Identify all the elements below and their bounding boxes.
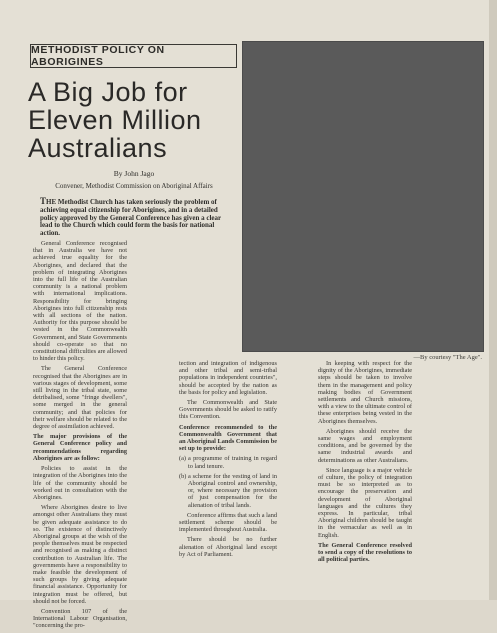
byline bbox=[30, 169, 238, 190]
article-photo bbox=[242, 41, 484, 352]
col3-paragraph: Since language is a major vehicle of culture, the policy of integration must be so interpreted as to encourage the preservation and development of Aboriginal languages and the cultures they express. In particular, tribal Aboriginal children should be taught in the vernacular as well as in English. bbox=[318, 466, 412, 539]
page-edge bbox=[489, 0, 497, 600]
col2-list-item bbox=[179, 473, 277, 509]
col3-paragraph: Aborigines should receive the same wages and employment conditions, and be governed by the same industrial awards and determinations as other Australians. bbox=[318, 427, 412, 464]
photo-credit: —By courtesy "The Age". bbox=[413, 354, 482, 361]
col2-paragraph: The Commonwealth and State Governments should be asked to ratify this Convention. bbox=[179, 399, 277, 421]
item-marker: (b) bbox=[179, 472, 187, 480]
section-banner: METHODIST POLICY ON ABORIGINES bbox=[30, 44, 237, 68]
byline-author: By John Jago bbox=[113, 169, 155, 178]
col1b-paragraph: Convention 107 of the International Labour Organisation, "concerning the pro- bbox=[33, 607, 127, 630]
col3-heading: The General Conference resolved to send a copy of the resolutions to all political parties. bbox=[318, 541, 412, 564]
col2-heading: Conference recommended to the Commonwealth Government that an Aboriginal Lands Commission be set up to provide: bbox=[179, 423, 277, 453]
item-text: a programme of training in regard to land tenure. bbox=[188, 455, 277, 470]
intro-paragraph bbox=[40, 198, 230, 238]
byline-role: Convener, Methodist Commission on Aboriginal Affairs bbox=[55, 182, 213, 190]
col1-paragraph: General Conference recognised that in Australia we have not achieved true equality for the Aborigines, and declared that the problem of integrating Aborigines into the full life of the Australian community is a national problem with international implications. Responsibility for bringing Aborigines into full citizenship rests with all sections of the nation. Authority for this purpose should be vested in the Commonwealth Government, and State Governments should co-operate so that no constitutional difficulties are allowed to hinder this policy. bbox=[33, 240, 127, 363]
column-1 bbox=[33, 240, 127, 633]
headline: A Big Job for Eleven Million Australians bbox=[28, 77, 202, 163]
col1-paragraph: The General Conference recognised that the Aborigines are in various stages of development, some still living in the tribal state, some detribalised, some "fringe dwellers", some merged in the general community; and that policies for their welfare should be related to the degree of assimilation achieved. bbox=[33, 365, 127, 431]
col3-paragraph: In keeping with respect for the dignity of the Aborigines, immediate steps should be taken to involve them in the management and policy making bodies of Government settlements and Church missions, with a view to the ultimate control of these enterprises being vested in the Aborigines themselves. bbox=[318, 360, 412, 425]
col2b-paragraph: Conference affirms that such a land settlement scheme should be implemented throughout Australia. bbox=[179, 511, 277, 534]
col1b-paragraph: Policies to assist in the integration of the Aborigines into the life of the community should be worked out in consultation with the Aborigines. bbox=[33, 465, 127, 501]
col2b-paragraph: There should be no further alienation of Aboriginal land except by Act of Parliament. bbox=[179, 536, 277, 558]
col2-list-item bbox=[179, 455, 277, 469]
intro-dropcap: T bbox=[40, 196, 47, 206]
intro-text: HE Methodist Church has taken seriously the problem of achieving equal citizenship for Aborigines, and in a detailed policy approved by the General Conference has given a clear lead to the Church which could form the basis for national action. bbox=[40, 198, 222, 238]
item-text: a scheme for the vesting of land in Aboriginal control and ownership, or, where necessary the provision of just compensation for the alienation of tribal lands. bbox=[188, 472, 277, 509]
column-3 bbox=[318, 360, 412, 566]
item-marker: (a) bbox=[179, 455, 186, 463]
column-2 bbox=[179, 360, 277, 561]
col1-heading: The major provisions of the General Conference policy and recommendations regarding Aborigines are as follow: bbox=[33, 433, 127, 462]
col1b-paragraph: Where Aborigines desire to live amongst other Australians they must be given adequate assistance to do so. The existence of distinctively Aboriginal groups at the wish of the people themselves must be respected and recognised as making a distinct contribution to Australian life. The governments have a responsibility to make feasible the development of such groups by giving adequate financial assistance. Opportunity for integration must be offered, but should not be forced. bbox=[33, 504, 127, 605]
col2-paragraph: tection and integration of indigenous and other tribal and semi-tribal populations in independent countries", should be accepted by the nation as the basis for policy and legislation. bbox=[179, 360, 277, 396]
